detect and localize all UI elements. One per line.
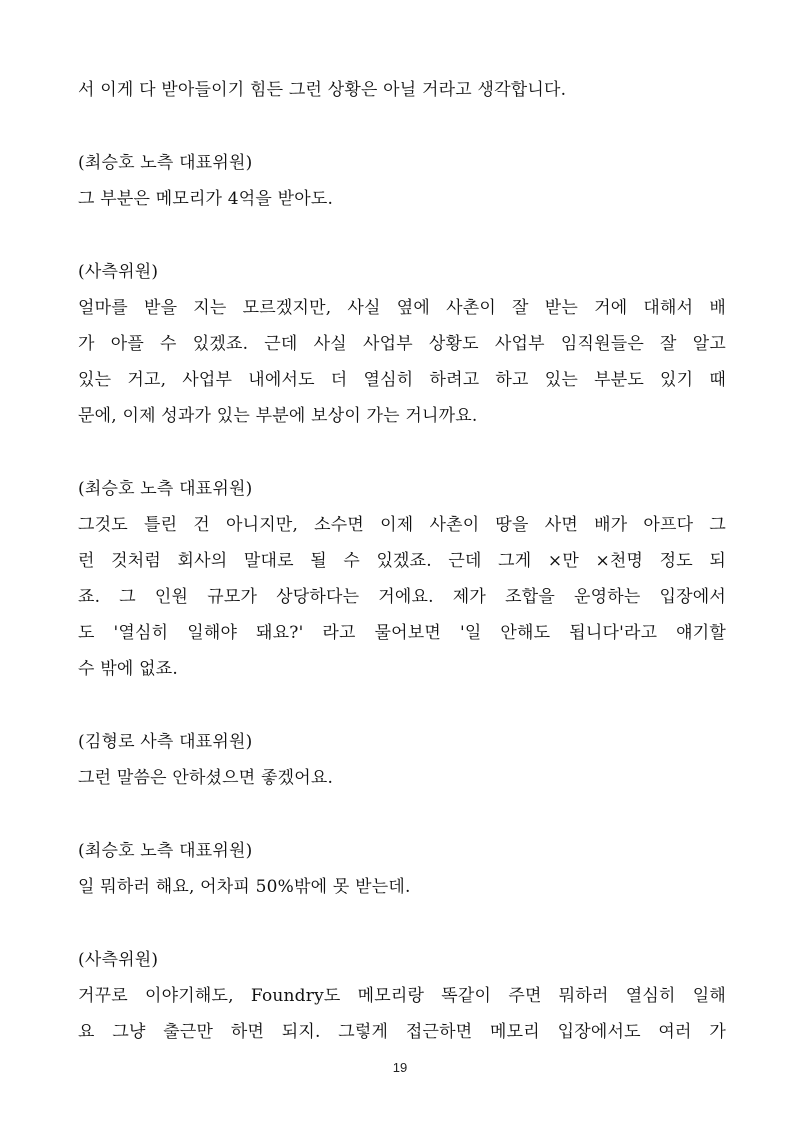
transcript-block: [78, 942, 726, 1050]
paragraph-gap: [78, 108, 726, 145]
transcript-block: [78, 72, 726, 108]
transcript-line: 도 '열심히 일해야 돼요?' 라고 물어보면 '일 안해도 됩니다'라고 얘기할: [78, 623, 726, 643]
transcript-line: 얼마를 받을 지는 모르겠지만, 사실 옆에 사촌이 잘 받는 거에 대해서 배: [78, 298, 726, 318]
paragraph-gap: [78, 434, 726, 471]
transcript-block: [78, 471, 726, 687]
transcript-line: 가 아플 수 있겠죠. 근데 사실 사업부 상황도 사업부 임직원들은 잘 알고: [78, 334, 726, 354]
speaker-label: (최승호 노측 대표위원): [78, 479, 253, 499]
transcript-line: 런 것처럼 회사의 말대로 될 수 있겠죠. 근데 그게 ×만 ×천명 정도 되: [78, 551, 726, 571]
transcript-line: 그것도 틀린 건 아니지만, 소수면 이제 사촌이 땅을 사면 배가 아프다 그: [78, 515, 726, 535]
transcript-block: [78, 254, 726, 434]
transcript-line: 문에, 이제 성과가 있는 부분에 보상이 가는 거니까요.: [78, 406, 478, 426]
speaker-label: (최승호 노측 대표위원): [78, 841, 253, 861]
transcript-line: 죠. 그 인원 규모가 상당하다는 거에요. 제가 조합을 운영하는 입장에서: [78, 587, 726, 607]
paragraph-gap: [78, 687, 726, 724]
transcript-line: 거꾸로 이야기해도, Foundry도 메모리랑 똑같이 주면 뭐하러 열심히 일해: [78, 986, 726, 1006]
speaker-label: (사측위원): [78, 950, 159, 970]
paragraph-gap: [78, 905, 726, 942]
page-number: 19: [392, 1060, 408, 1075]
transcript-line: 있는 거고, 사업부 내에서도 더 열심히 하려고 하고 있는 부분도 있기 때: [78, 370, 726, 390]
transcript-block: [78, 833, 726, 905]
transcript-line: 서 이게 다 받아들이기 힘든 그런 상황은 아닐 거라고 생각합니다.: [78, 80, 567, 100]
transcript-block: [78, 724, 726, 796]
transcript-line: 수 밖에 없죠.: [78, 659, 178, 679]
transcript-line: 일 뭐하러 해요, 어차피 50%밖에 못 받는데.: [78, 877, 411, 897]
transcript-line: 요 그냥 출근만 하면 되지. 그렇게 접근하면 메모리 입장에서도 여러 가: [78, 1022, 726, 1042]
transcript-block: [78, 145, 726, 217]
speaker-label: (사측위원): [78, 262, 159, 282]
transcript-line: 그 부분은 메모리가 4억을 받아도.: [78, 189, 334, 209]
speaker-label: (최승호 노측 대표위원): [78, 153, 253, 173]
paragraph-gap: [78, 217, 726, 254]
transcript-body: [78, 72, 726, 1050]
paragraph-gap: [78, 796, 726, 833]
transcript-line: 그런 말씀은 안하셨으면 좋겠어요.: [78, 768, 334, 788]
speaker-label: (김형로 사측 대표위원): [78, 732, 253, 752]
